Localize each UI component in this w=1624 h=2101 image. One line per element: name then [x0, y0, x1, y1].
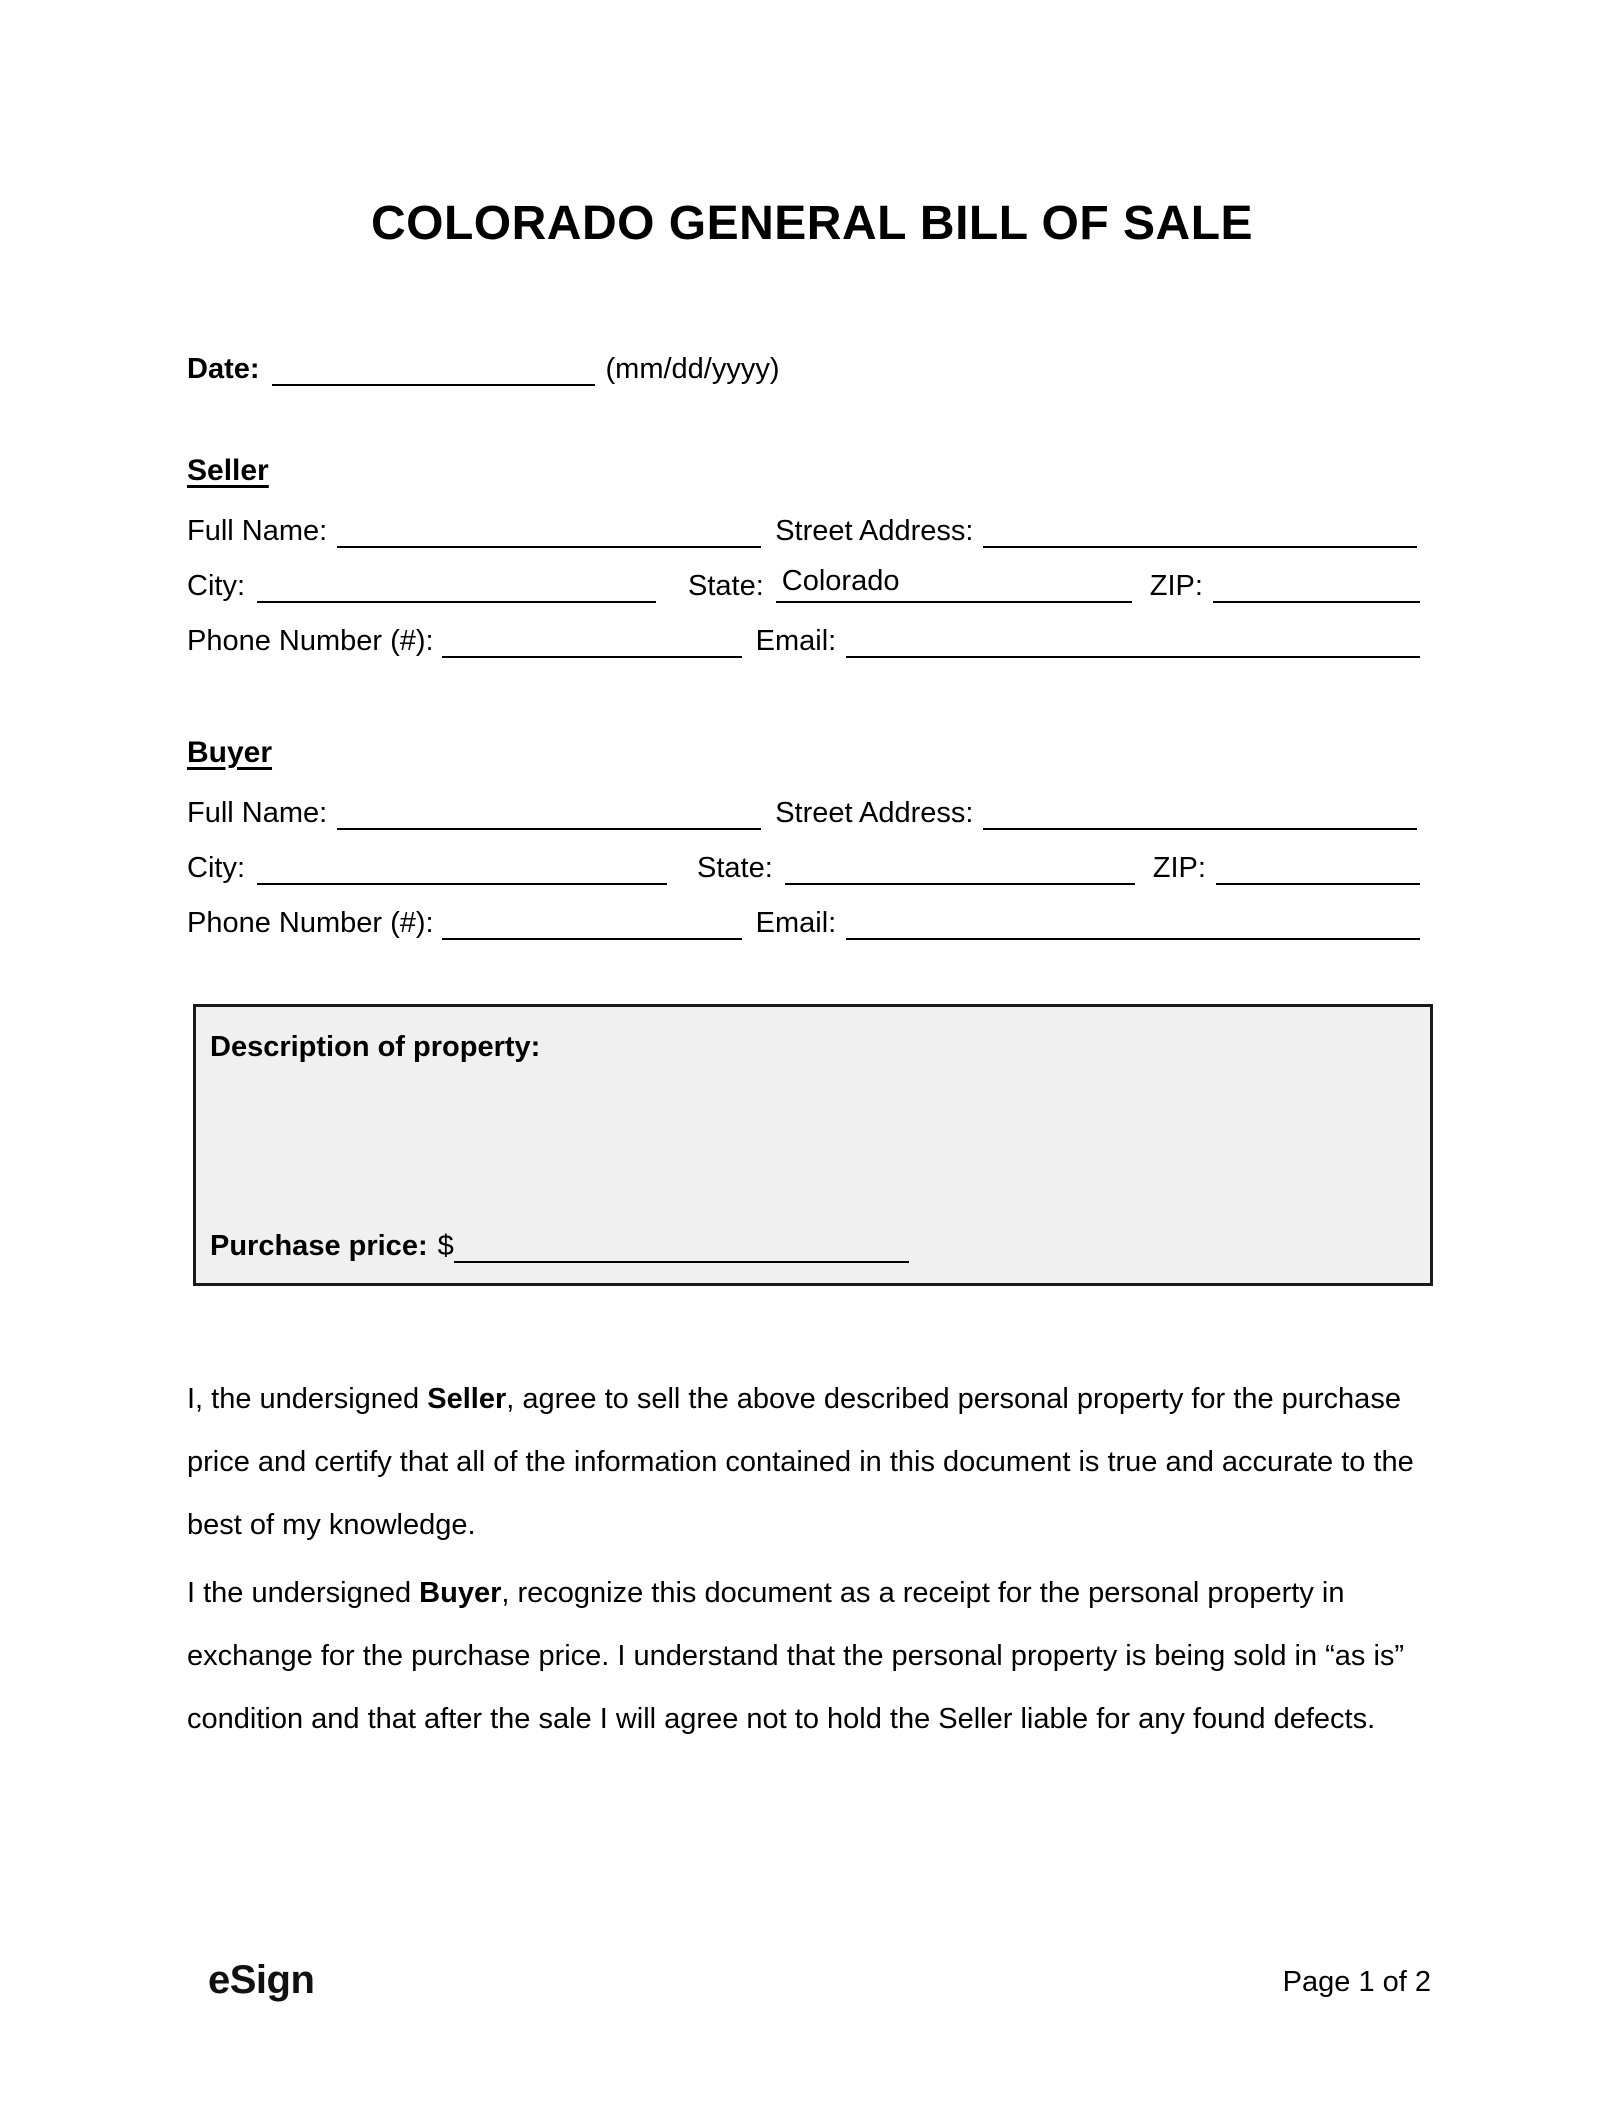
- buyer-city-row: [187, 851, 1420, 885]
- seller-state-value: Colorado: [781, 565, 900, 597]
- seller-city-field[interactable]: [257, 569, 656, 603]
- buyer-street-address-label: Street Address:: [775, 797, 974, 829]
- seller-email-label: Email:: [755, 625, 837, 657]
- description-of-property-label: Description of property:: [210, 1031, 541, 1063]
- buyer-city-value: [257, 878, 263, 883]
- buyer-heading: Buyer: [187, 736, 273, 769]
- purchase-price-field[interactable]: [454, 1229, 909, 1263]
- buyer-phone-label: Phone Number (#):: [187, 907, 434, 939]
- seller-paragraph-text-after: , agree to sell the above described personal property for the purchase price and certify that all of the information contained in this document is true and accurate to the best of my knowledge.: [187, 1383, 1414, 1541]
- buyer-zip-label: ZIP:: [1152, 852, 1206, 884]
- seller-full-name-value: [337, 541, 343, 546]
- buyer-full-name-field[interactable]: [337, 796, 761, 830]
- date-row: [187, 352, 847, 386]
- buyer-street-address-field[interactable]: [983, 796, 1417, 830]
- seller-street-address-field[interactable]: [983, 514, 1417, 548]
- seller-city-label: City:: [187, 570, 245, 602]
- buyer-zip-value: [1216, 878, 1222, 883]
- buyer-email-label: Email:: [755, 907, 837, 939]
- seller-full-name-label: Full Name:: [187, 515, 328, 547]
- buyer-full-name-value: [337, 823, 343, 828]
- seller-city-value: [257, 596, 263, 601]
- seller-street-address-label: Street Address:: [775, 515, 974, 547]
- buyer-paragraph-text-after: , recognize this document as a receipt for the personal property in exchange for the purchase price. I understand that the personal property is being sold in “as is” condition and that after the sale I will agree not to hold the Seller liable for any found defects.: [187, 1577, 1405, 1735]
- page-title: COLORADO GENERAL BILL OF SALE: [370, 197, 1254, 250]
- buyer-agreement-paragraph: [187, 1562, 1455, 1751]
- seller-heading: Seller: [187, 454, 269, 487]
- buyer-state-label: State:: [697, 852, 773, 884]
- seller-state-label: State:: [688, 570, 764, 602]
- buyer-state-field[interactable]: [785, 851, 1135, 885]
- seller-state-field[interactable]: [776, 565, 1132, 603]
- page-indicator: Page 1 of 2: [1282, 1966, 1431, 1998]
- buyer-name-row: [187, 796, 1417, 830]
- seller-name-row: [187, 514, 1417, 548]
- seller-email-field[interactable]: [846, 624, 1420, 658]
- seller-paragraph-bold-word: Seller: [427, 1383, 507, 1415]
- property-description-box: [193, 1004, 1433, 1286]
- buyer-email-field[interactable]: [846, 906, 1420, 940]
- date-format-hint: (mm/dd/yyyy): [605, 353, 780, 385]
- buyer-paragraph-text-before: I the undersigned: [187, 1577, 420, 1609]
- buyer-phone-field[interactable]: [442, 906, 742, 940]
- date-value: [272, 379, 278, 384]
- seller-phone-row: [187, 624, 1420, 658]
- buyer-zip-field[interactable]: [1216, 851, 1420, 885]
- esign-logo: eSign: [208, 1958, 315, 2002]
- buyer-email-value: [846, 933, 852, 938]
- buyer-full-name-label: Full Name:: [187, 797, 328, 829]
- buyer-phone-row: [187, 906, 1420, 940]
- date-field[interactable]: [272, 352, 595, 386]
- buyer-paragraph-bold-word: Buyer: [419, 1577, 502, 1609]
- seller-email-value: [846, 651, 852, 656]
- buyer-city-label: City:: [187, 852, 245, 884]
- currency-symbol: $: [437, 1230, 454, 1262]
- buyer-city-field[interactable]: [257, 851, 667, 885]
- seller-zip-label: ZIP:: [1149, 570, 1203, 602]
- seller-street-address-value: [983, 541, 989, 546]
- seller-phone-value: [442, 651, 448, 656]
- purchase-price-value: [454, 1256, 460, 1261]
- purchase-price-label: Purchase price:: [210, 1230, 428, 1262]
- buyer-state-value: [785, 878, 791, 883]
- seller-paragraph-text-before: I, the undersigned: [187, 1383, 428, 1415]
- date-label: Date:: [187, 353, 260, 385]
- seller-phone-label: Phone Number (#):: [187, 625, 434, 657]
- buyer-street-address-value: [983, 823, 989, 828]
- seller-city-row: [187, 565, 1420, 603]
- seller-zip-value: [1213, 596, 1219, 601]
- seller-phone-field[interactable]: [442, 624, 742, 658]
- seller-agreement-paragraph: [187, 1368, 1455, 1557]
- seller-full-name-field[interactable]: [337, 514, 761, 548]
- seller-zip-field[interactable]: [1213, 569, 1420, 603]
- buyer-phone-value: [442, 933, 448, 938]
- description-of-property-field[interactable]: [210, 1064, 1402, 1229]
- purchase-price-row: [210, 1229, 1402, 1263]
